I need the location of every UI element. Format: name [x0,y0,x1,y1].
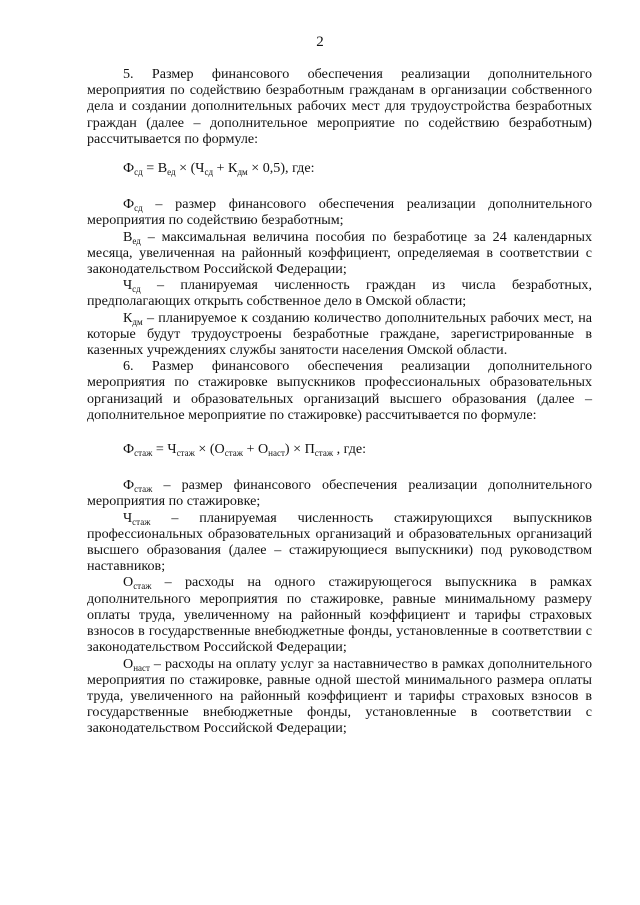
formula-2-eq: = Ч [152,441,177,458]
definition-text: – размер финансового обеспечения реализации дополнительного мероприятия по стажировке; [87,477,592,510]
formula-2-ch-sub: стаж [176,448,195,459]
definition-symbol-sub: дм [132,316,143,327]
formula-2-o2-sub: наст [268,448,285,459]
formula-1-b-sub: ед [167,167,176,178]
definition-symbol: К [123,309,133,326]
formula-2-lhs-sub: стаж [134,448,153,459]
definition-text: – расходы на оплату услуг за наставничество в рамках дополнительного мероприятия по стажировке, равные одной шестой минимального размера оплаты труда, увеличенного на районный коэффициент и тарифы страховых взносов в государственные внебюджетные фонды, установленные в соответствии с законодательством Российской Федерации; [87,655,592,737]
definition-symbol-sub: сд [132,284,141,295]
paragraph-6: 6. Размер финансового обеспечения реализации дополнительного мероприятия по стажировке выпускников профессиональных образовательных организаций и образовательных организаций высшего образования (далее – дополнительное мероприятие по стажировке) рассчитывается по формуле: [87,358,592,423]
page-number: 2 [316,34,324,50]
formula-1-k-sub: дм [237,167,248,178]
formula-1 [123,160,592,176]
definition-text: – планируемая численность стажирующихся выпускников профессиональных образовательных организаций и образовательных организаций высшего образования (далее – стажирующиеся выпускники) под руководством наставников; [87,509,592,575]
definition-symbol: Ч [123,509,133,526]
definition-symbol: Ф [123,196,135,213]
definition-symbol-sub: ед [132,235,141,246]
formula-2-mid2: + О [242,441,269,458]
formula-2-mid1: × (О [194,441,225,458]
definition-ch-sd [87,277,592,309]
definition-symbol-sub: стаж [132,516,151,527]
formula-1-mid1: × (Ч [175,160,205,177]
definition-text: – расходы на одного стажирующегося выпускника в рамках дополнительного мероприятия по стажировке, равные минимальному размеру оплаты труда, увеличенному на районный коэффициент и тарифы страховых взносов в государственные внебюджетные фонды, установленные в соответствии с законодательством Российской Федерации; [87,574,592,656]
formula-1-ch-sub: сд [204,167,214,178]
formula-2 [123,441,592,457]
formula-2-mid3: ) × П [284,441,315,458]
definition-text: – размер финансового обеспечения реализации дополнительного мероприятия по содействию безработным; [87,196,592,229]
paragraph-5: 5. Размер финансового обеспечения реализации дополнительного мероприятия по содействию безработным гражданам в организации собственного дела и создании дополнительных рабочих мест для трудоустройства безработных граждан (далее – дополнительное мероприятие по содействию безработным) рассчитывается по формуле: [87,66,592,147]
formula-1-lhs: Ф [123,160,135,177]
definition-symbol-sub: сд [134,203,143,214]
document-body [87,66,592,737]
definition-symbol: О [123,574,134,591]
formula-1-b: В [157,160,168,177]
formula-2-tail: , где: [333,441,367,458]
definition-symbol: В [123,228,133,245]
definition-text: – максимальная величина пособия по безработице за 24 календарных месяца, увеличенная на районный коэффициент, определяемая в соответствии с законодательством Российской Федерации; [87,228,592,278]
definition-text: – планируемое к созданию количество дополнительных рабочих мест, на которые будут трудоустроены безработные граждане, зарегистрированные в казенных учреждениях службы занятости населения Омской области. [87,309,592,359]
definition-f-sd [87,196,592,228]
definition-symbol: О [123,655,134,672]
formula-1-mid2: + К [213,160,238,177]
definition-k-dm [87,310,592,359]
definition-f-stazh [87,477,592,509]
definition-o-nast [87,656,592,737]
definition-v-ed [87,229,592,278]
formula-2-p-sub: стаж [314,448,334,459]
definition-symbol: Ф [123,477,135,494]
formula-2-o1-sub: стаж [224,448,243,459]
definition-symbol-sub: стаж [133,581,152,592]
definition-o-stazh [87,574,592,655]
definition-text: – планируемая численность граждан из числа безработных, предполагающих открыть собственное дело в Омской области; [87,277,592,310]
formula-1-eq: = [142,160,158,177]
formula-1-lhs-sub: сд [134,167,143,178]
formula-1-tail: × 0,5), где: [247,160,315,177]
definition-ch-stazh [87,510,592,575]
definition-symbol-sub: наст [133,662,150,673]
definition-symbol-sub: стаж [134,484,153,495]
definition-symbol: Ч [123,277,133,294]
formula-2-lhs: Ф [123,441,135,458]
